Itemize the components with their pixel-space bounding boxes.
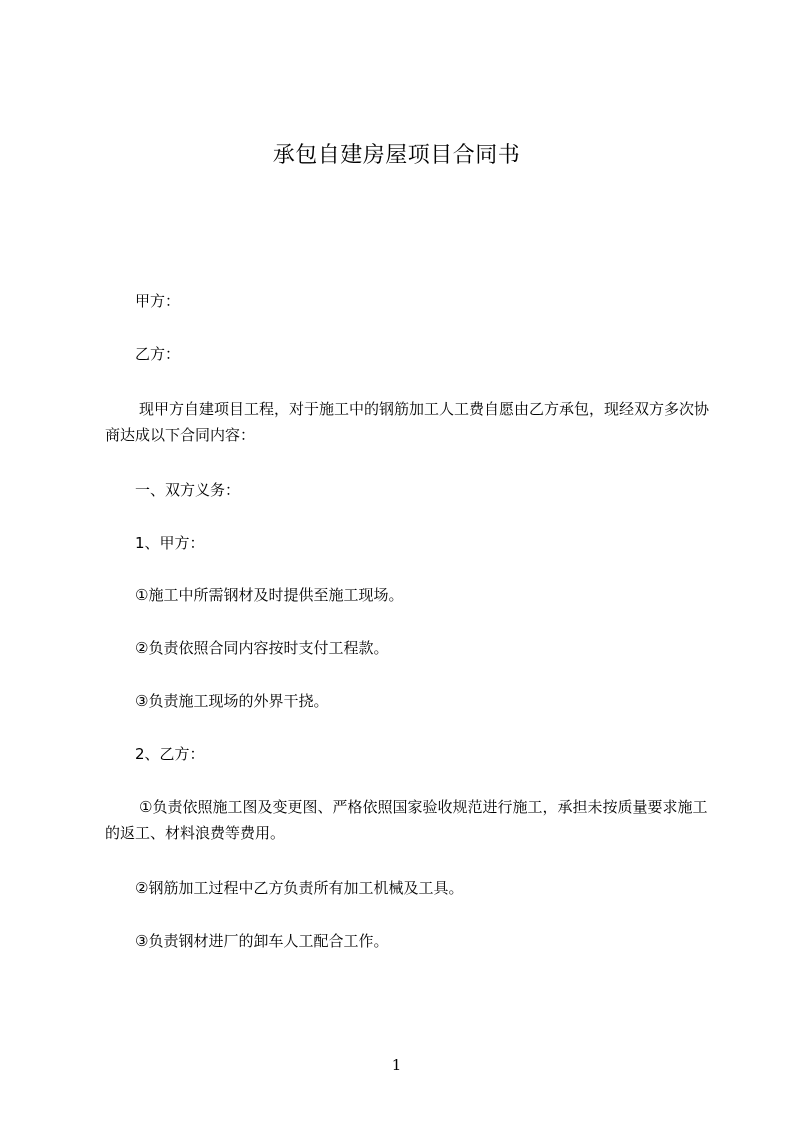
list-item: ①负责依照施工图及变更图、严格依照国家验收规范进行施工，承担未按质量要求施工的返工、材料浪费等费用。 <box>105 798 708 842</box>
list-item: ③负责钢材进厂的卸车人工配合工作。 <box>135 932 389 950</box>
list-item: ①施工中所需钢材及时提供至施工现场。 <box>135 586 404 604</box>
list-item: ②钢筋加工过程中乙方负责所有加工机械及工具。 <box>135 879 464 897</box>
subsection-2-heading: 2、乙方： <box>135 745 205 763</box>
subsection-1-heading: 1、甲方： <box>135 534 205 552</box>
intro-paragraph: 现甲方自建项目工程，对于施工中的钢筋加工人工费自愿由乙方承包，现经双方多次协商达成以下合同内容： <box>105 400 710 444</box>
document-title: 承包自建房屋项目合同书 <box>272 143 521 168</box>
list-item: ③负责施工现场的外界干挠。 <box>135 692 329 710</box>
party-a-label: 甲方： <box>135 292 181 310</box>
section-1-heading: 一、双方义务： <box>135 481 241 499</box>
list-item: ②负责依照合同内容按时支付工程款。 <box>135 639 389 657</box>
party-b-label: 乙方： <box>135 345 181 363</box>
page-number: 1 <box>391 1056 402 1074</box>
